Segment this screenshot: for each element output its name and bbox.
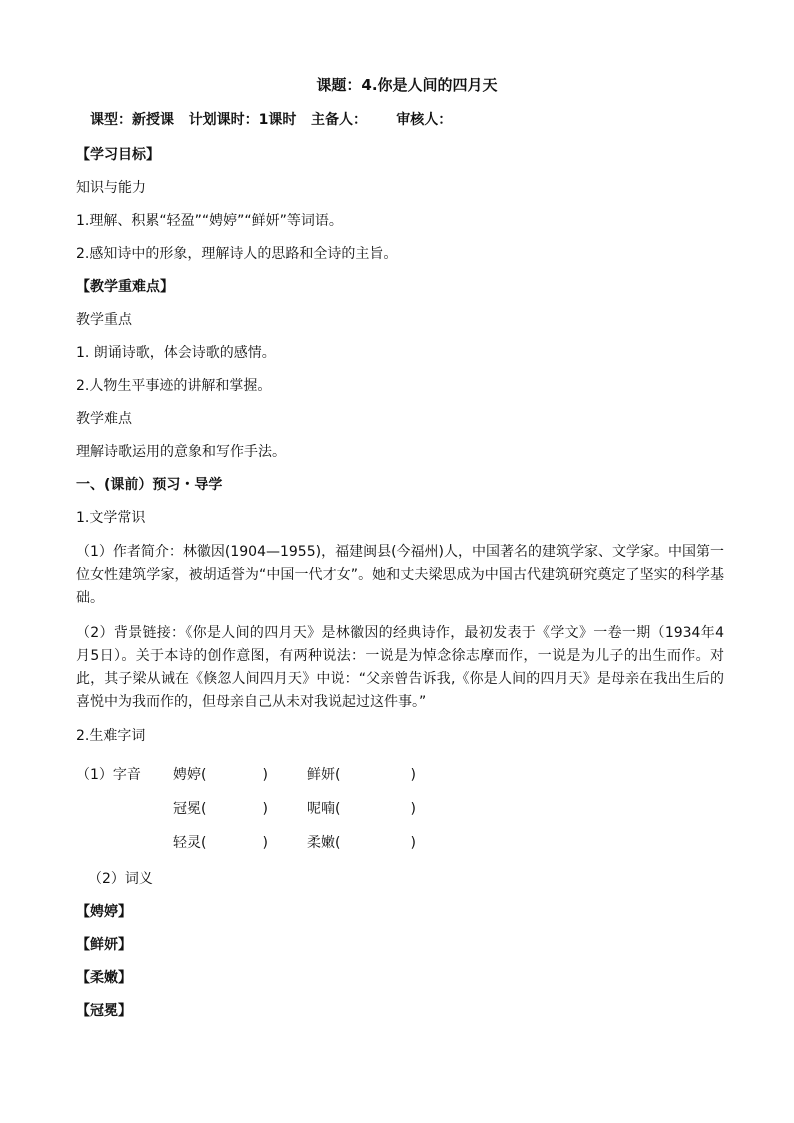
word-row	[76, 759, 724, 793]
term-guanmian: 【冠冕】	[76, 1002, 132, 1019]
word-blank: 鲜妍( )	[307, 767, 416, 783]
word-blank: 呢喃( )	[307, 801, 416, 817]
key-points-heading: 【教学重难点】	[76, 278, 174, 295]
word-blank: 柔嫩( )	[307, 835, 416, 851]
meta-type: 课型：新授课	[90, 111, 174, 128]
word-blank: 轻灵( )	[173, 835, 268, 851]
term-rounen: 【柔嫩】	[76, 969, 132, 986]
focus-label: 教学重点	[76, 311, 132, 328]
vocab-label: 2.生难字词	[76, 727, 146, 744]
word-blank: 娉婷( )	[173, 767, 268, 783]
difficulty-label: 教学难点	[76, 410, 132, 427]
preview-heading: 一、(课前）预习・导学	[76, 476, 223, 493]
word-row	[76, 793, 724, 827]
objective-item-2: 2.感知诗中的形象，理解诗人的思路和全诗的主旨。	[76, 245, 398, 262]
objectives-heading: 【学习目标】	[76, 146, 160, 163]
difficulty-text: 理解诗歌运用的意象和写作手法。	[76, 443, 286, 460]
word-row	[76, 827, 724, 861]
pronunciation-label: （1）字音	[76, 767, 141, 783]
objectives-sub: 知识与能力	[76, 179, 146, 196]
lesson-meta	[90, 110, 724, 131]
meta-hours: 计划课时：1课时	[188, 111, 297, 128]
author-intro: （1）作者简介：林徽因(1904—1955)，福建闽县(今福州)人，中国著名的建筑学家、文学家。中国第一位女性建筑学家，被胡适誉为“中国一代才女”。她和丈夫梁思成为中国古代建筑研究奠定了坚实的科学基础。	[76, 543, 725, 606]
term-xianyan: 【鲜妍】	[76, 936, 132, 953]
lesson-title: 课题：4.你是人间的四月天	[316, 76, 498, 94]
term-pingting: 【娉婷】	[76, 903, 132, 920]
focus-item-1: 1. 朗诵诗歌，体会诗歌的感情。	[76, 344, 276, 361]
word-blank: 冠冕( )	[173, 801, 268, 817]
focus-item-2: 2.人物生平事迹的讲解和掌握。	[76, 377, 272, 394]
background-link: （2）背景链接：《你是人间的四月天》是林徽因的经典诗作，最初发表于《学文》一卷一期（1934年4月5日）。关于本诗的创作意图，有两种说法：一说是为悼念徐志摩而作，一说是为儿子的出生而作。对此，其子梁从诫在《倏忽人间四月天》中说：“父亲曾告诉我,《你是人间的四月天》是母亲在我出生后的喜悦中为我而作的，但母亲自己从未对我说起过这件事。”	[76, 624, 724, 710]
objective-item-1: 1.理解、积累“轻盈”“娉婷”“鲜妍”等词语。	[76, 212, 343, 229]
meaning-label: （2）词义	[88, 870, 153, 887]
pronunciation-table	[76, 759, 724, 861]
literary-label: 1.文学常识	[76, 509, 146, 526]
meta-reviewer: 审核人：	[396, 111, 453, 128]
meta-preparer: 主备人：	[311, 111, 367, 128]
